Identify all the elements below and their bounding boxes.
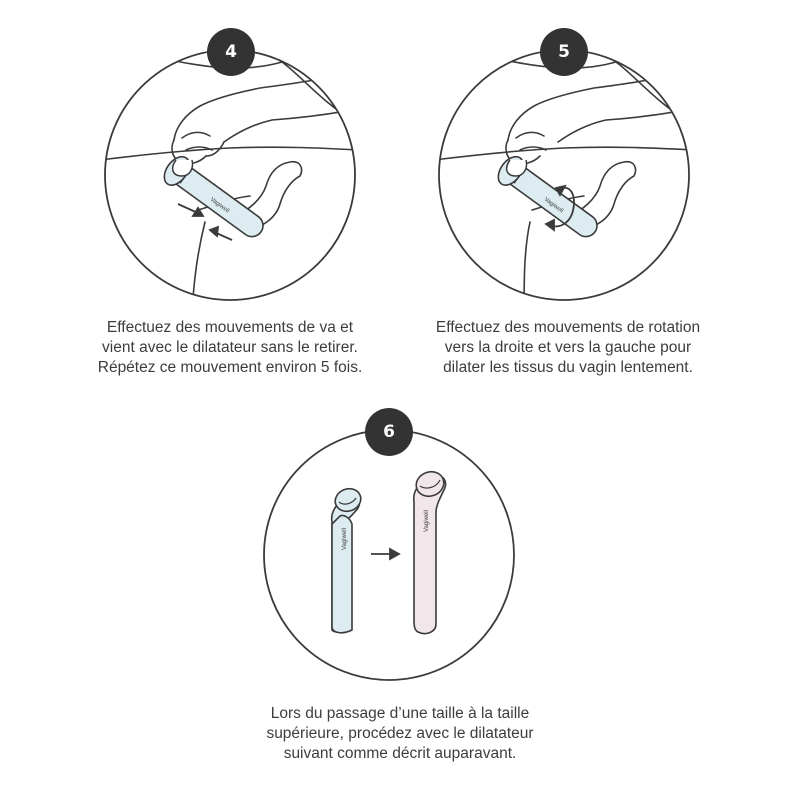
step-number-badge: [207, 28, 255, 76]
step-number: 5: [558, 42, 570, 62]
step-4: [0, 0, 400, 400]
step-number-badge: [540, 28, 588, 76]
step-6-caption: Lors du passage d’une taille à la taille supérieure, procédez avec le dilatateur suivant comme décrit auparavant.: [266, 705, 534, 762]
step-4-illustration: [0, 0, 400, 320]
dilator-brand-label: Vagiwell: [424, 510, 430, 532]
step-5-illustration: [400, 0, 800, 320]
step-number: 6: [383, 422, 395, 442]
dilator-brand-label: Vagiwell: [208, 196, 231, 215]
step-5-caption: Effectuez des mouvements de rotation vers la droite et vers la gauche pour dilater les tissus du vagin lentement.: [435, 319, 701, 376]
step-number: 4: [225, 42, 237, 62]
step-5: [400, 0, 800, 400]
step-number-badge: [365, 408, 413, 456]
step-6: [0, 400, 800, 800]
step-4-caption: Effectuez des mouvements de va et vient avec le dilatateur sans le retirer. Répétez ce mouvement environ 5 fois.: [97, 319, 363, 376]
dilator-brand-label: Vagiwell: [542, 196, 565, 215]
dilator-brand-label: Vagiwell: [342, 528, 348, 550]
